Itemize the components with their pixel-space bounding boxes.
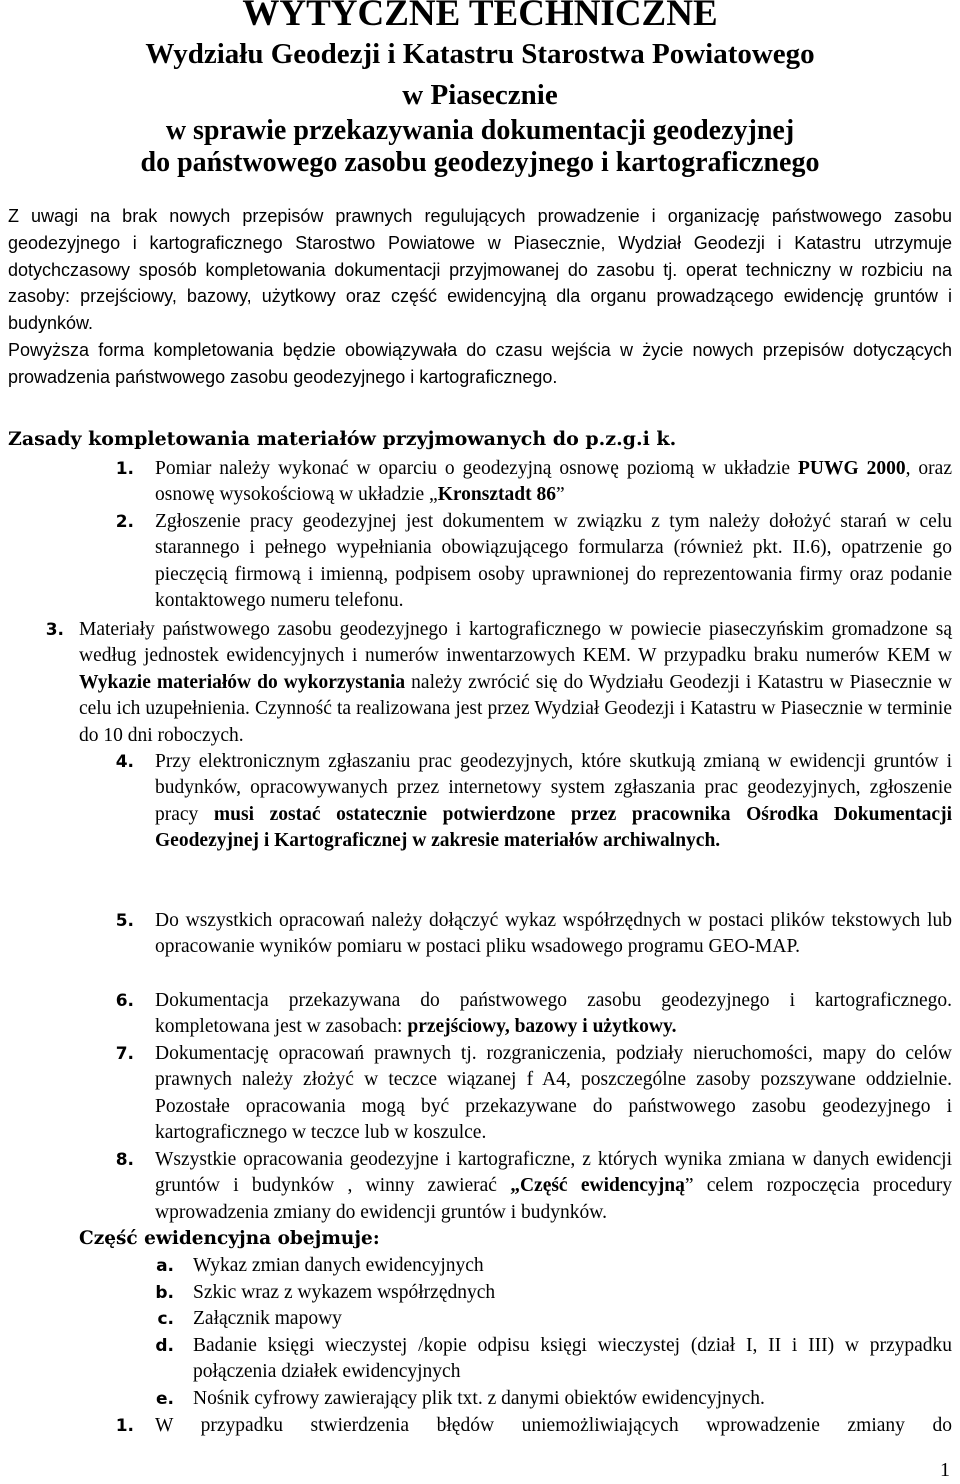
subitem: Badanie księgi wieczystej /kopie odpisu księgi wieczystej (dział I, II i III) w przypadku połączenia działek ewidencyjnych — [193, 1335, 952, 1383]
item-number: 8. — [115, 1150, 134, 1170]
title-line-department: Wydziału Geodezji i Katastru Starostwa Powiatowego — [145, 38, 815, 70]
intro-text — [8, 203, 952, 391]
item-number: 2. — [115, 512, 134, 532]
list-item: Dokumentację opracowań prawnych tj. rozgraniczenia, podziały nieruchomości, mapy do celów prawnych należy złożyć w teczce wiązanej f A4, poszczególne zasoby pozszywane oddzielnie. Pozostałe opracowania mogą być przekazywane do państwowego zasobu geodezyjnego i kartograficznego w teczce lub w koszulce. — [155, 1043, 952, 1144]
item-number: 1. — [115, 1416, 134, 1436]
list-item: Pomiar należy wykonać w oparciu o geodezyjną osnowę poziomą w układzie PUWG 2000, oraz osnowę wysokościową w układzie „Kronsztadt 86” — [155, 458, 952, 506]
document-title: WYTYCZNE TECHNICZNE — [242, 0, 718, 34]
subitem: Nośnik cyfrowy zawierający plik txt. z danymi obiektów ewidencyjnych. — [193, 1388, 765, 1409]
title-line-subject-cont: do państwowego zasobu geodezyjnego i kartograficznego — [140, 147, 820, 178]
subitem-letter: d. — [155, 1336, 174, 1356]
item-number: 6. — [115, 991, 134, 1011]
subitem: Załącznik mapowy — [193, 1308, 342, 1329]
section-heading: Zasady kompletowania materiałów przyjmowanych do p.z.g.i k. — [8, 428, 677, 450]
list-item: W przypadku stwierdzenia błędów uniemożliwiających wprowadzenie zmiany do — [155, 1415, 952, 1436]
title-line-subject: w sprawie przekazywania dokumentacji geodezyjnej — [165, 115, 795, 146]
subitem-letter: c. — [157, 1309, 174, 1329]
subitem: Wykaz zmian danych ewidencyjnych — [193, 1255, 484, 1276]
list-item: Materiały państwowego zasobu geodezyjnego i kartograficznego w powiecie piaseczyńskim gromadzone są według jednostek ewidencyjnych i numerów inwentarzowych KEM. W przypadku braku numerów KEM w Wykazie materiałów do wykorzystania należy zwrócić się do Wydziału Geodezji i Katastru w Piasecznie w celu ich uzupełnienia. Czynność ta realizowana jest przez Wydział Geodezji i Katastru w Piasecznie w terminie do 10 dni roboczych. — [79, 619, 952, 746]
item-number: 5. — [115, 911, 134, 931]
item-number: 1. — [115, 459, 134, 479]
item-number: 3. — [45, 620, 64, 640]
subitem-letter: a. — [156, 1256, 174, 1276]
list-item: Dokumentacja przekazywana do państwowego zasobu geodezyjnego i kartograficznego. kompletowana jest w zasobach: przejściowy, bazowy i użytkowy. — [155, 990, 952, 1038]
intro-paragraph-2: Powyższa forma kompletowania będzie obowiązywała do czasu wejścia w życie nowych przepisów dotyczących prowadzenia państwowego zasobu geodezyjnego i kartograficznego. — [8, 339, 952, 387]
subitem-letter: b. — [155, 1283, 174, 1303]
subitem: Szkic wraz z wykazem współrzędnych — [193, 1282, 496, 1303]
subitem-letter: e. — [156, 1389, 174, 1409]
item-number: 7. — [115, 1044, 134, 1064]
title-line-city: w Piasecznie — [402, 79, 558, 111]
page-number: 1 — [940, 1459, 950, 1481]
item-number: 4. — [115, 752, 134, 772]
subsection-heading: Część ewidencyjna obejmuje: — [79, 1228, 380, 1249]
list-item: Przy elektronicznym zgłaszaniu prac geodezyjnych, które skutkują zmianą w ewidencji gruntów i budynków, opracowywanych przez internetowy system zgłaszania prac geodezyjnych, zgłoszenie pracy musi zostać ostatecznie potwierdzone przez pracownika Ośrodka Dokumentacji Geodezyjnej i Kartograficznej w zakresie materiałów archiwalnych. — [155, 751, 953, 852]
list-item: Wszystkie opracowania geodezyjne i kartograficzne, z których wynika zmiana w danych ewidencji gruntów i budynków , winny zawierać „Część ewidencyjną” celem rozpoczęcia procedury wprowadzenia zmiany do ewidencji gruntów i budynków. — [155, 1149, 952, 1223]
intro-paragraph-1: Z uwagi na brak nowych przepisów prawnych regulujących prowadzenie i organizację państwowego zasobu geodezyjnego i kartograficznego Starostwo Powiatowe w Piasecznie, Wydział Geodezji i Katastru utrzymuje dotychczasowy sposób kompletowania dokumentacji przyjmowanej do zasobu tj. operat techniczny w rozbiciu na zasoby: przejściowy, bazowy, użytkowy oraz część ewidencyjną dla organu prowadzącego ewidencję gruntów i budynków. — [8, 206, 952, 334]
list-item: Do wszystkich opracowań należy dołączyć wykaz współrzędnych w postaci plików tekstowych lub opracowanie wyników pomiaru w postaci pliku wsadowego programu GEO-MAP. — [155, 910, 952, 958]
list-item: Zgłoszenie pracy geodezyjnej jest dokumentem w związku z tym należy dołożyć starań w celu starannego i pełnego wypełniania obowiązującego formularza (również pkt. II.6), opatrzenie go pieczęcią firmową i imienną, podpisem osoby uprawnionej do reprezentowania firmy oraz podanie kontaktowego numeru telefonu. — [155, 511, 952, 612]
